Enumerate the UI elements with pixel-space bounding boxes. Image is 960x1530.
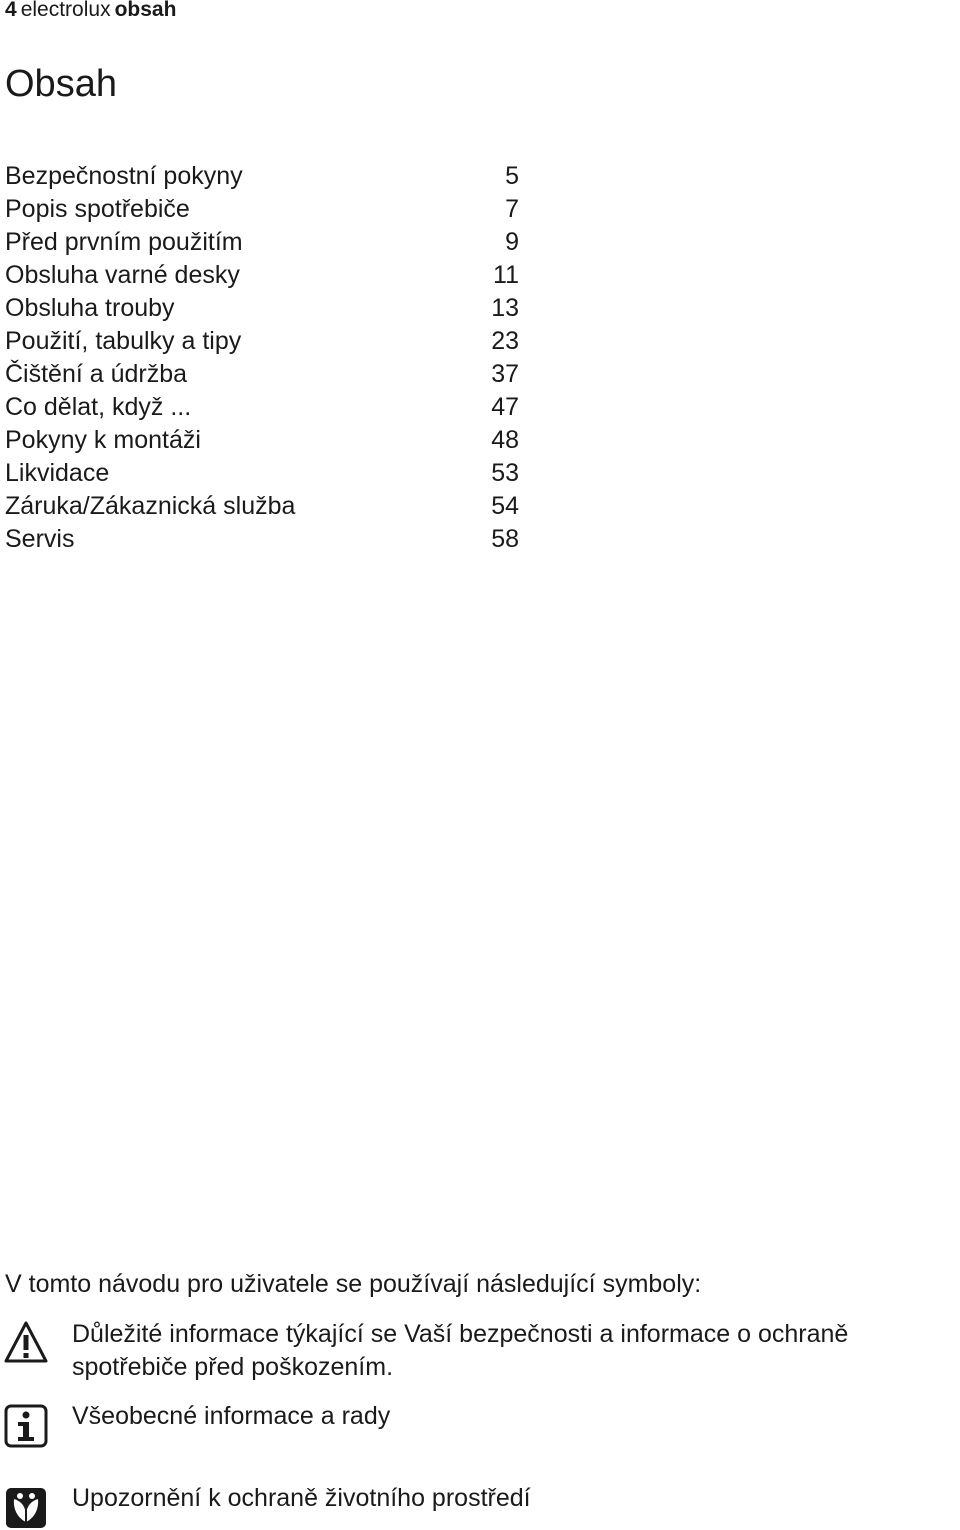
toc-page: 47 [491,393,519,421]
symbol-environment-text: Upozornění k ochraně životního prostředí [72,1484,531,1512]
toc-item [5,292,519,325]
symbol-info-text: Všeobecné informace a rady [72,1402,391,1430]
toc-page: 13 [491,294,519,322]
toc-item [5,259,519,292]
toc-label: Bezpečnostní pokyny [5,162,243,190]
toc-label: Co dělat, když ... [5,393,192,421]
warning-triangle-icon [4,1320,48,1364]
toc-page: 54 [491,492,519,520]
symbol-warning-line-2: spotřebiče před poškozením. [72,1353,394,1381]
symbols-intro: V tomto návodu pro uživatele se používají následující symboly: [5,1270,702,1298]
toc-page: 48 [491,426,519,454]
symbol-warning-line-1: Důležité informace týkající se Vaší bezpečnosti a informace o ochraně [72,1320,849,1348]
page-header [5,0,176,22]
toc-label: Obsluha varné desky [5,261,240,289]
toc-item [5,325,519,358]
toc-item [5,424,519,457]
toc-label: Čištění a údržba [5,360,188,388]
toc-page: 37 [491,360,519,388]
table-of-contents [5,160,519,556]
symbol-warning-text [72,1318,960,1384]
toc-label: Záruka/Zákaznická služba [5,492,296,520]
toc-item [5,391,519,424]
toc-item [5,358,519,391]
toc-label: Před prvním použitím [5,228,243,256]
toc-item [5,193,519,226]
toc-label: Likvidace [5,459,110,487]
toc-page: 53 [491,459,519,487]
page-number: 4 [5,0,17,21]
toc-page: 5 [505,162,519,190]
section-name: obsah [114,0,177,21]
page-title: Obsah [5,63,117,105]
toc-item [5,226,519,259]
toc-label: Servis [5,525,75,553]
environment-icon [4,1486,48,1530]
toc-page: 11 [493,261,519,289]
toc-label: Obsluha trouby [5,294,175,322]
toc-page: 9 [505,228,519,256]
info-icon [4,1404,48,1448]
toc-page: 7 [505,195,519,223]
toc-item [5,490,519,523]
toc-item [5,523,519,556]
toc-label: Použití, tabulky a tipy [5,327,242,355]
toc-item [5,160,519,193]
toc-label: Popis spotřebiče [5,195,190,223]
brand-name: electrolux [20,0,111,21]
toc-label: Pokyny k montáži [5,426,201,454]
toc-item [5,457,519,490]
toc-page: 23 [491,327,519,355]
toc-page: 58 [491,525,519,553]
